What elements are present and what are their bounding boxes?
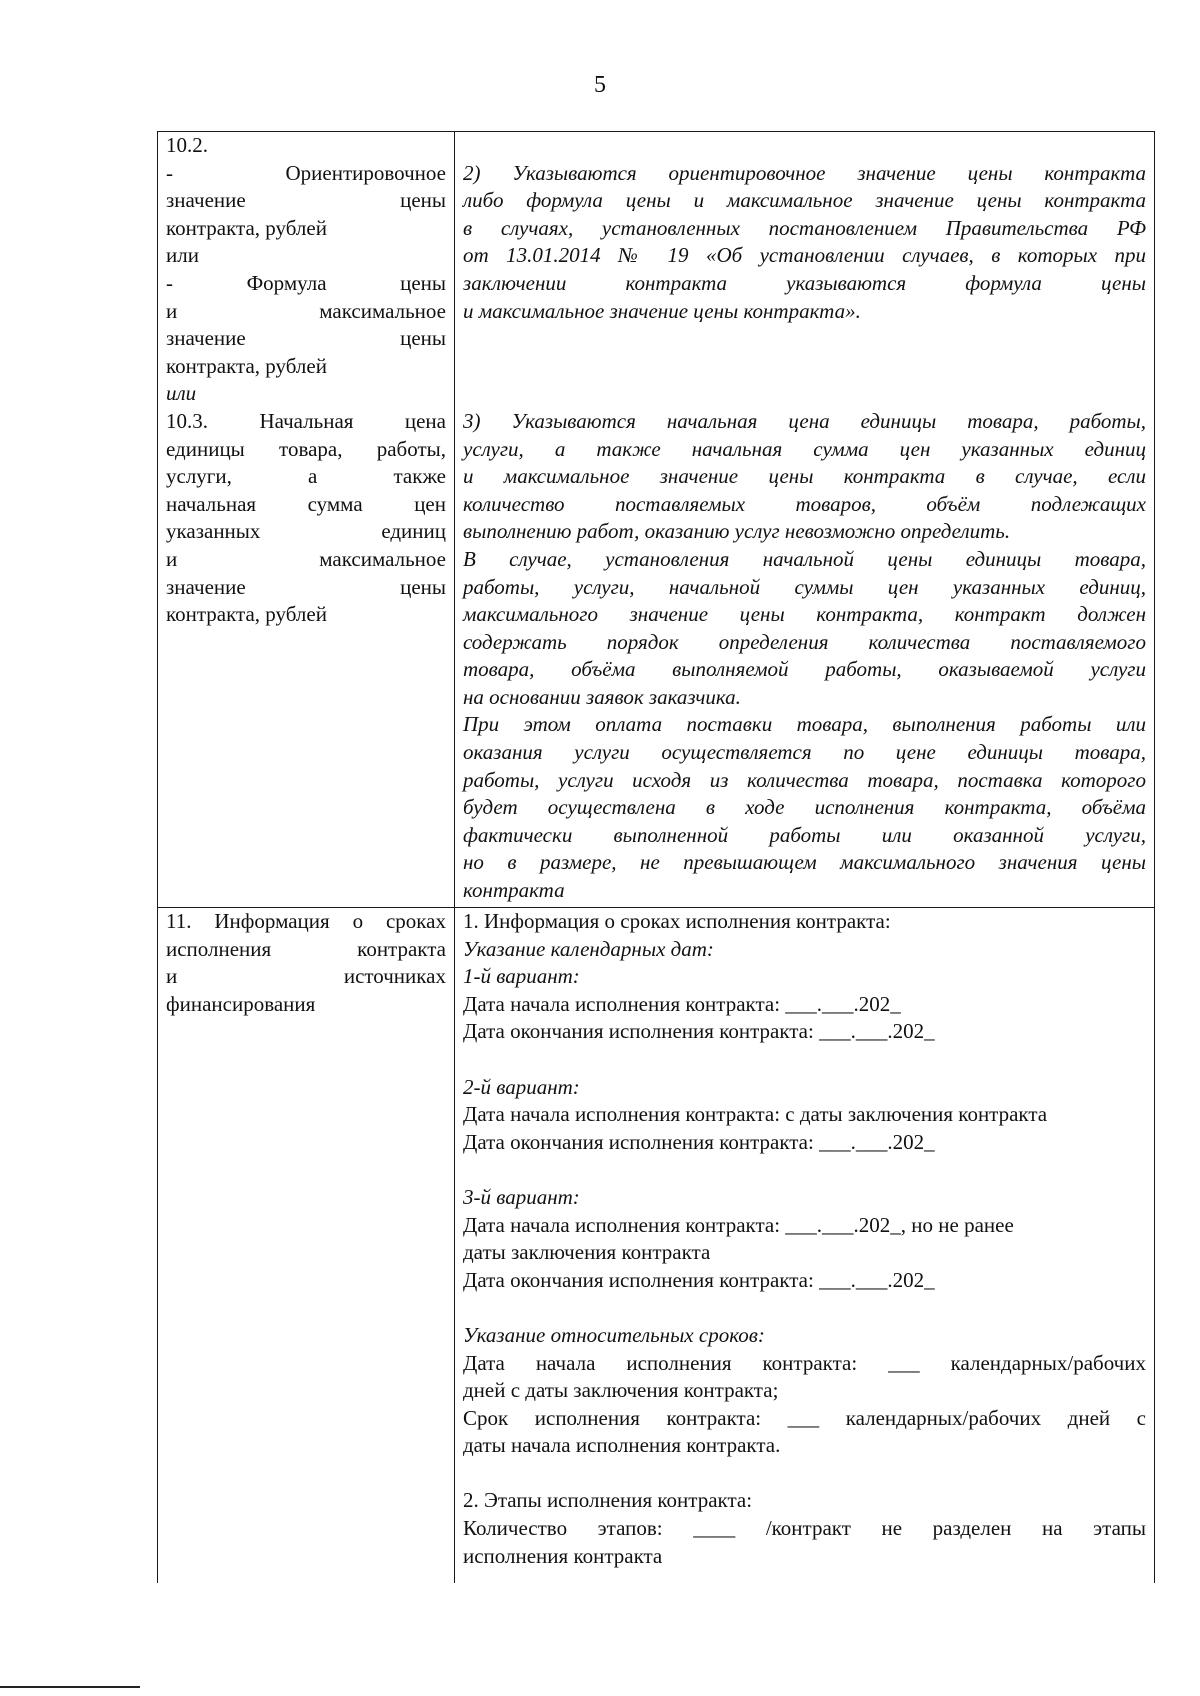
text-line: выполнению работ, оказанию услуг невозможно определить. [463, 519, 1011, 544]
text-line: услуги, а также начальная сумма цен указанных единиц [463, 436, 1146, 461]
text-line: контракта, рублей [166, 215, 327, 240]
cell-price-label [158, 132, 455, 908]
text-line: и максимальное значение цены контракта». [463, 298, 861, 323]
text-line: работы, услуги исходя из количества товара, поставка которого [463, 767, 1146, 792]
text-line: Количество этапов: ____ /контракт не разделен на этапы [463, 1516, 1146, 1541]
text-line: и максимальное значение цены контракта в случае, если [463, 464, 1146, 489]
text-line: фактически выполненной работы или оказанной услуги, [463, 822, 1146, 847]
text-line: контракта, рублей [166, 353, 327, 378]
text-line: контракта, рублей [166, 602, 327, 627]
text-line: исполнения контракта [166, 936, 446, 961]
text-line: начальная сумма цен [166, 491, 446, 516]
text-line [463, 380, 1146, 408]
text-line: 1. Информация о сроках исполнения контракта: [463, 909, 891, 933]
text-line [463, 1294, 1146, 1322]
scan-artifact-line [0, 1686, 140, 1688]
text-line: 1-й вариант: [463, 964, 580, 989]
text-line: - Формула цены [166, 270, 446, 295]
text-line: Указание относительных сроков: [463, 1322, 765, 1347]
text-line: и максимальное [166, 298, 446, 323]
text-line: даты заключения контракта [463, 1240, 711, 1265]
cell-terms-description [455, 908, 1155, 1584]
text-line: от 13.01.2014 № 19 «Об установлении случаев, в которых при [463, 243, 1146, 268]
text-line [463, 353, 1146, 381]
text-line: и максимальное [166, 546, 446, 571]
text-line: - Ориентировочное [166, 160, 446, 185]
text-line: В случае, установления начальной цены единицы товара, [463, 546, 1146, 571]
text-line: Указание календарных дат: [463, 936, 714, 961]
text-line: заключении контракта указываются формула цены [463, 270, 1146, 295]
text-line: значение цены [166, 188, 446, 213]
text-line: либо формула цены и максимальное значение цены контракта [463, 188, 1146, 213]
text-line: дней с даты заключения контракта; [463, 1378, 779, 1403]
text-line: единицы товара, работы, [166, 436, 446, 461]
text-line: содержать порядок определения количества поставляемого [463, 629, 1146, 654]
table-row-terms [158, 908, 1155, 1584]
text-line: Дата начала исполнения контракта: ___.___.202_ [463, 991, 901, 1016]
text-line: 2. Этапы исполнения контракта: [463, 1488, 753, 1513]
text-line: и источниках [166, 964, 446, 989]
text-line: Дата начала исполнения контракта: ___ календарных/рабочих [463, 1350, 1146, 1375]
text-line: услуги, а также [166, 464, 446, 489]
text-line [463, 325, 1146, 353]
text-line: 2-й вариант: [463, 1074, 580, 1099]
text-line: При этом оплата поставки товара, выполнения работы или [463, 712, 1146, 737]
text-line: но в размере, не превышающем максимального значения цены [463, 850, 1146, 875]
text-line: Дата начала исполнения контракта: ___.___.202_, но не ранее [463, 1212, 1014, 1237]
procurement-table [157, 131, 1155, 1583]
text-line: товара, объёма выполняемой работы, оказываемой услуги [463, 657, 1146, 682]
text-line: 11. Информация о сроках [166, 909, 446, 933]
text-line: количество поставляемых товаров, объём подлежащих [463, 491, 1146, 516]
text-line: будет осуществлена в ходе исполнения контракта, объёма [463, 795, 1146, 820]
cell-terms-label [158, 908, 455, 1584]
text-line: исполнения контракта [463, 1543, 663, 1568]
text-line [463, 132, 1146, 160]
text-line [463, 1046, 1146, 1074]
text-line: 3) Указываются начальная цена единицы товара, работы, [463, 408, 1146, 433]
text-line: финансирования [166, 991, 316, 1016]
text-line: даты начала исполнения контракта. [463, 1433, 781, 1458]
text-line: контракта [463, 878, 565, 903]
text-line: указанных единиц [166, 519, 446, 544]
text-line: Срок исполнения контракта: ___ календарных/рабочих дней с [463, 1405, 1146, 1430]
text-line: максимального значение цены контракта, контракт должен [463, 602, 1146, 627]
text-line: 2) Указываются ориентировочное значение цены контракта [463, 160, 1146, 185]
text-line: значение цены [166, 574, 446, 599]
page-number: 5 [594, 72, 606, 98]
text-line: или [166, 243, 199, 268]
text-line: или [166, 381, 197, 406]
cell-price-description [455, 132, 1155, 908]
text-line: значение цены [166, 326, 446, 351]
text-line: 3-й вариант: [463, 1184, 580, 1209]
text-line: оказания услуги осуществляется по цене единицы товара, [463, 740, 1146, 765]
table-row-price [158, 132, 1155, 908]
text-line: 10.2. [166, 133, 208, 157]
text-line: на основании заявок заказчика. [463, 684, 741, 709]
text-line: Дата окончания исполнения контракта: ___.___.202_ [463, 1267, 935, 1292]
text-line: работы, услуги, начальной суммы цен указанных единиц, [463, 574, 1146, 599]
text-line: в случаях, установленных постановлением Правительства РФ [463, 215, 1146, 240]
text-line: 10.3. Начальная цена [166, 408, 446, 433]
text-line: Дата окончания исполнения контракта: ___.___.202_ [463, 1129, 935, 1154]
text-line [463, 1156, 1146, 1184]
text-line: Дата начала исполнения контракта: с даты заключения контракта [463, 1102, 1048, 1127]
text-line: Дата окончания исполнения контракта: ___.___.202_ [463, 1019, 935, 1044]
text-line [463, 1460, 1146, 1488]
